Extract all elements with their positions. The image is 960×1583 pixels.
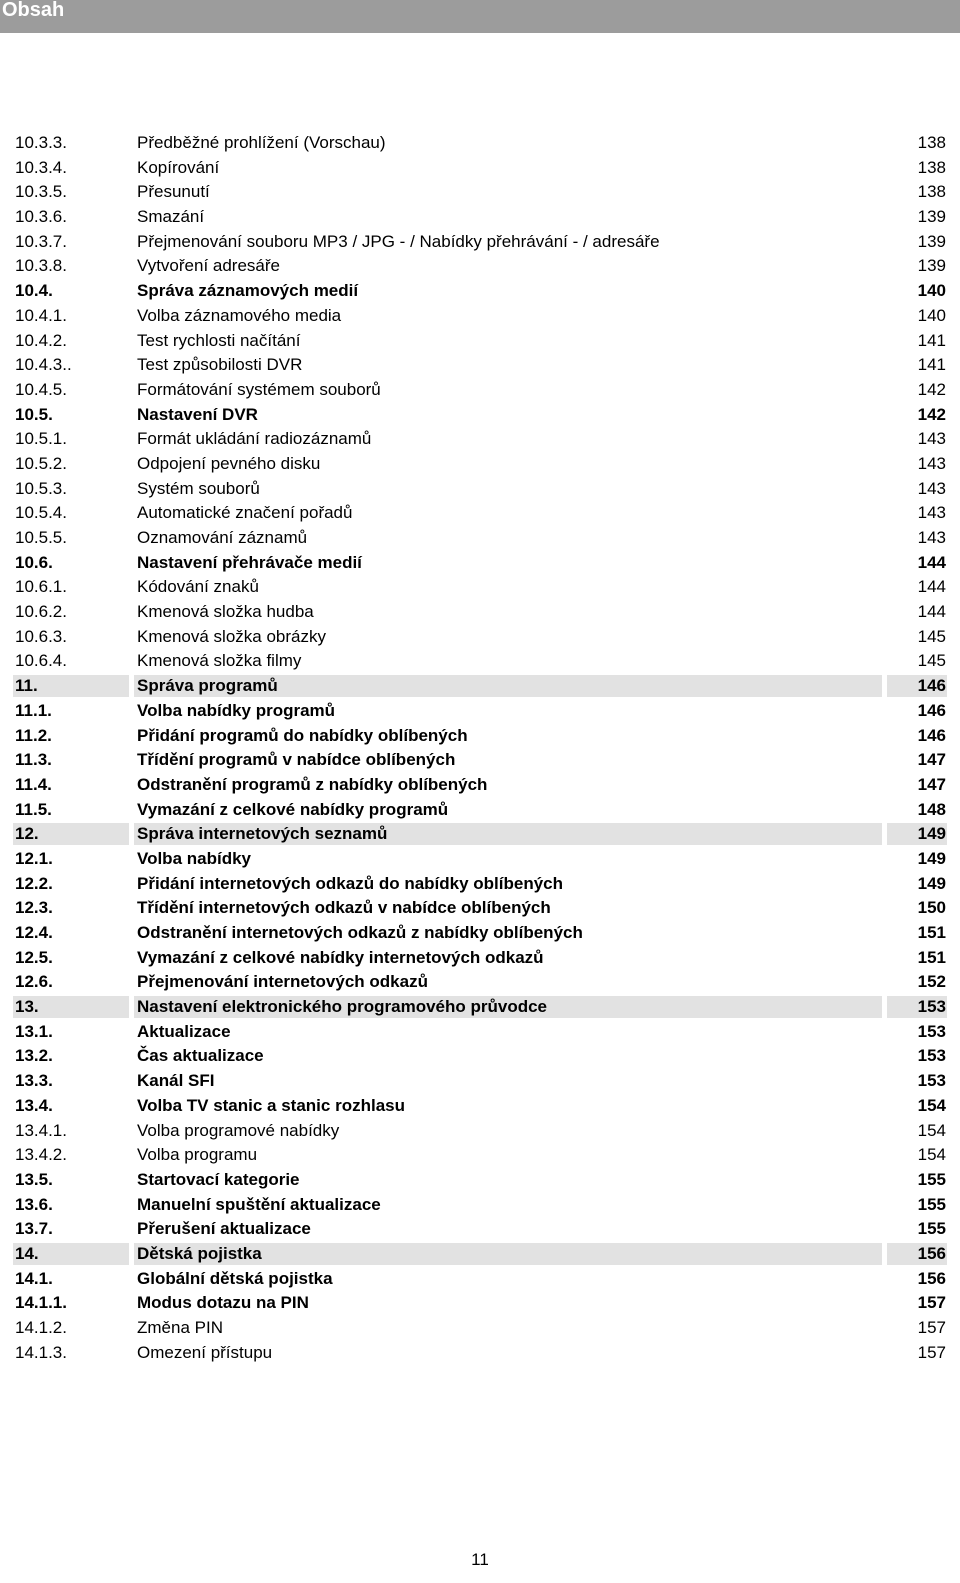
toc-row[interactable] [0,230,960,255]
toc-entry-title[interactable]: Systém souborů [137,478,260,498]
toc-entry-number: 10.5.2. [15,453,67,473]
toc-entry-page: 153 [917,997,946,1017]
toc-row[interactable] [0,748,960,773]
toc-entry-number: 10.6.4. [15,651,67,671]
toc-entry-number: 13.5. [15,1169,53,1189]
toc-entry-number: 14.1.3. [15,1342,67,1362]
toc-entry-number: 10.4.3.. [15,355,72,375]
toc-entry-page: 147 [917,774,946,794]
toc-entry-page: 142 [917,404,946,424]
toc-entry-number: 10.5.4. [15,503,67,523]
toc-entry-page: 154 [917,1095,946,1115]
toc-row[interactable] [0,970,960,995]
toc-entry-title[interactable]: Kmenová složka obrázky [137,626,326,646]
toc-entry-title[interactable]: Modus dotazu na PIN [137,1293,309,1313]
toc-entry-title[interactable]: Nastavení přehrávače medií [137,552,362,572]
toc-entry-page: 143 [917,429,946,449]
toc-entry-page: 145 [917,651,946,671]
toc-entry-number: 13.2. [15,1046,53,1066]
toc-entry-page: 142 [917,379,946,399]
toc-entry-page: 154 [917,1145,946,1165]
table-of-contents [0,131,960,1365]
toc-entry-page: 156 [917,1268,946,1288]
toc-row[interactable] [0,131,960,156]
toc-entry-title[interactable]: Správa programů [137,676,278,696]
toc-entry-number: 13.4.1. [15,1120,67,1140]
toc-entry-number: 12.3. [15,898,53,918]
toc-entry-title[interactable]: Předběžné prohlížení (Vorschau) [137,133,386,152]
toc-entry-page: 149 [917,824,946,844]
toc-entry-page: 155 [917,1169,946,1189]
toc-entry-title[interactable]: Vymazání z celkové nabídky internetových odkazů [137,947,544,967]
toc-chapter-row[interactable] [0,822,960,847]
toc-entry-number: 10.3.8. [15,256,67,276]
toc-entry-number: 10.6.1. [15,577,67,597]
toc-entry-number: 10.6.3. [15,626,67,646]
toc-entry-number: 10.6. [15,552,53,572]
toc-entry-number: 10.3.4. [15,157,67,177]
header-title: Obsah [2,0,65,21]
toc-entry-page: 144 [917,552,946,572]
toc-entry-page: 148 [917,799,946,819]
toc-entry-number: 10.3.7. [15,231,67,251]
toc-entry-page: 138 [917,182,946,202]
toc-chapter-row[interactable] [0,1242,960,1267]
toc-entry-title[interactable]: Vymazání z celkové nabídky programů [137,799,449,819]
toc-entry-page: 138 [917,157,946,177]
toc-row[interactable] [0,427,960,452]
toc-row[interactable] [0,378,960,403]
toc-row[interactable] [0,452,960,477]
toc-row[interactable] [0,304,960,329]
toc-entry-page: 144 [917,577,946,597]
toc-entry-page: 143 [917,453,946,473]
toc-entry-title[interactable]: Kopírování [137,157,220,177]
toc-row[interactable] [0,798,960,823]
toc-entry-title[interactable]: Volba nabídky programů [137,700,336,720]
toc-row[interactable] [0,649,960,674]
toc-entry-page: 157 [917,1342,946,1362]
toc-entry-number: 10.6.2. [15,602,67,622]
toc-entry-number: 11.3. [15,750,52,770]
toc-row[interactable] [0,896,960,921]
toc-entry-page: 143 [917,503,946,523]
toc-entry-title[interactable]: Kanál SFI [137,1071,215,1091]
page-header [0,0,960,33]
toc-entry-number: 10.3.6. [15,207,67,227]
toc-entry-title[interactable]: Čas aktualizace [137,1046,264,1066]
toc-row[interactable] [0,156,960,181]
toc-entry-number: 12.5. [15,947,53,967]
toc-entry-page: 150 [917,898,946,918]
toc-row[interactable] [0,501,960,526]
toc-entry-page: 138 [917,133,946,152]
toc-entry-page: 145 [917,626,946,646]
toc-entry-number: 14.1.2. [15,1318,67,1337]
toc-entry-title[interactable]: Třídění programů v nabídce oblíbených [137,750,456,770]
toc-entry-title[interactable]: Volba záznamového media [137,305,342,325]
toc-entry-page: 144 [917,602,946,622]
toc-entry-page: 139 [917,207,946,227]
toc-row[interactable] [0,1069,960,1094]
toc-row[interactable] [0,1341,960,1366]
toc-entry-page: 141 [917,330,946,350]
toc-entry-page: 151 [917,923,946,942]
toc-entry-number: 12.4. [15,923,53,942]
toc-row[interactable] [0,625,960,650]
toc-entry-title[interactable]: Třídění internetových odkazů v nabídce oblíbených [137,898,551,918]
toc-entry-number: 13.1. [15,1021,53,1041]
toc-row[interactable] [0,180,960,205]
toc-row[interactable] [0,279,960,304]
toc-entry-page: 157 [917,1293,946,1313]
toc-entry-title[interactable]: Odpojení pevného disku [137,453,321,473]
toc-entry-page: 153 [917,1021,946,1041]
toc-row[interactable] [0,946,960,971]
toc-entry-title[interactable]: Test rychlosti načítání [137,330,301,350]
toc-entry-title[interactable]: Správa záznamových medií [137,281,359,301]
toc-entry-page: 147 [917,750,946,770]
toc-entry-number: 10.5.3. [15,478,67,498]
toc-entry-number: 12. [15,824,39,844]
toc-entry-number: 11.4. [15,774,52,794]
toc-entry-title[interactable]: Nastavení elektronického programového průvodce [137,997,548,1017]
toc-entry-number: 13.7. [15,1219,53,1239]
toc-entry-title[interactable]: Odstranění programů z nabídky oblíbených [137,774,488,794]
toc-entry-number: 10.5.1. [15,429,67,449]
toc-entry-title[interactable]: Startovací kategorie [137,1169,300,1189]
toc-entry-number: 13.6. [15,1194,53,1214]
toc-row[interactable] [0,1143,960,1168]
toc-row[interactable] [0,526,960,551]
toc-entry-number: 11.1. [15,700,52,720]
toc-chapter-row[interactable] [0,995,960,1020]
page-number: 11 [471,1550,489,1569]
toc-chapter-row[interactable] [0,674,960,699]
toc-row[interactable] [0,1267,960,1292]
toc-row[interactable] [0,1094,960,1119]
toc-entry-title[interactable]: Kmenová složka hudba [137,602,314,622]
toc-entry-number: 12.2. [15,873,53,893]
toc-entry-page: 153 [917,1071,946,1091]
toc-row[interactable] [0,403,960,428]
toc-entry-title[interactable]: Volba programové nabídky [137,1120,340,1140]
toc-row[interactable] [0,847,960,872]
toc-entry-title[interactable]: Změna PIN [137,1318,223,1337]
toc-entry-page: 156 [917,1243,946,1263]
toc-entry-title[interactable]: Volba programu [137,1145,258,1165]
toc-entry-title[interactable]: Přidání programů do nabídky oblíbených [137,725,468,745]
toc-row[interactable] [0,699,960,724]
toc-row[interactable] [0,353,960,378]
toc-entry-page: 140 [917,305,946,325]
toc-entry-number: 10.5.5. [15,528,67,547]
toc-row[interactable] [0,1217,960,1242]
toc-entry-page: 143 [917,478,946,498]
toc-entry-title[interactable]: Manuelní spuštění aktualizace [137,1194,381,1214]
toc-entry-number: 13.4.2. [15,1145,67,1165]
toc-entry-title[interactable]: Oznamování záznamů [137,528,308,547]
toc-entry-title[interactable]: Automatické značení pořadů [137,503,353,523]
toc-entry-title[interactable]: Omezení přístupu [137,1342,273,1362]
toc-entry-page: 143 [917,528,946,547]
toc-entry-title[interactable]: Formát ukládání radiozáznamů [137,429,372,449]
toc-entry-page: 152 [917,972,946,992]
toc-row[interactable] [0,575,960,600]
toc-entry-number: 10.5. [15,404,53,424]
toc-row[interactable] [0,329,960,354]
toc-entry-page: 153 [917,1046,946,1066]
toc-row[interactable] [0,1020,960,1045]
toc-entry-title[interactable]: Správa internetových seznamů [137,824,388,844]
toc-entry-number: 10.4.5. [15,379,67,399]
toc-row[interactable] [0,477,960,502]
toc-entry-number: 10.4.1. [15,305,67,325]
toc-entry-page: 155 [917,1194,946,1214]
toc-entry-page: 141 [917,355,946,375]
toc-row[interactable] [0,1193,960,1218]
toc-entry-title[interactable]: Nastavení DVR [137,404,258,424]
toc-row[interactable] [0,1044,960,1069]
toc-entry-page: 155 [917,1219,946,1239]
toc-row[interactable] [0,600,960,625]
toc-entry-title[interactable]: Vytvoření adresáře [137,256,280,276]
toc-entry-page: 149 [917,873,946,893]
toc-row[interactable] [0,872,960,897]
toc-entry-number: 11.2. [15,725,52,745]
toc-entry-number: 12.1. [15,848,53,868]
toc-row[interactable] [0,773,960,798]
toc-entry-title[interactable]: Formátování systémem souborů [137,379,381,399]
toc-row[interactable] [0,254,960,279]
toc-entry-title[interactable]: Přesunutí [137,182,210,202]
toc-entry-title[interactable]: Kmenová složka filmy [137,651,302,671]
toc-row[interactable] [0,1168,960,1193]
toc-row[interactable] [0,921,960,946]
toc-entry-title[interactable]: Přidání internetových odkazů do nabídky oblíbených [137,873,564,893]
toc-entry-number: 12.6. [15,972,53,992]
toc-entry-number: 10.3.5. [15,182,67,202]
toc-row[interactable] [0,205,960,230]
toc-entry-number: 13.4. [15,1095,53,1115]
toc-entry-number: 10.4.2. [15,330,67,350]
toc-entry-number: 13.3. [15,1071,53,1091]
toc-entry-number: 13. [15,997,39,1017]
toc-entry-number: 14.1.1. [15,1293,67,1313]
toc-entry-page: 149 [917,848,946,868]
toc-entry-page: 154 [917,1120,946,1140]
toc-entry-title[interactable]: Aktualizace [137,1021,231,1041]
toc-entry-page: 140 [917,281,946,301]
toc-entry-title[interactable]: Smazání [137,207,205,227]
toc-entry-title[interactable]: Volba TV stanic a stanic rozhlasu [137,1095,405,1115]
toc-entry-page: 139 [917,231,946,251]
toc-entry-page: 146 [917,725,946,745]
toc-entry-number: 14. [15,1243,39,1263]
toc-entry-number: 11.5. [15,799,52,819]
toc-entry-title[interactable]: Globální dětská pojistka [137,1268,333,1288]
toc-row[interactable] [0,1291,960,1316]
toc-row[interactable] [0,1316,960,1341]
toc-entry-number: 10.4. [15,281,53,301]
toc-entry-title[interactable]: Přejmenování internetových odkazů [137,972,428,992]
toc-row[interactable] [0,1119,960,1144]
toc-entry-title[interactable]: Dětská pojistka [137,1243,262,1263]
toc-entry-title[interactable]: Test způsobilosti DVR [137,355,303,375]
toc-entry-number: 14.1. [15,1268,53,1288]
toc-entry-number: 10.3.3. [15,133,67,152]
toc-entry-page: 151 [917,947,946,967]
toc-entry-title[interactable]: Přerušení aktualizace [137,1219,311,1239]
toc-row[interactable] [0,724,960,749]
toc-row[interactable] [0,551,960,576]
toc-entry-title[interactable]: Volba nabídky [137,848,251,868]
toc-entry-page: 139 [917,256,946,276]
toc-entry-page: 146 [917,676,946,696]
toc-entry-number: 11. [15,676,38,696]
toc-entry-page: 157 [917,1318,946,1337]
toc-entry-title[interactable]: Odstranění internetových odkazů z nabídky oblíbených [137,923,583,942]
toc-entry-title[interactable]: Přejmenování souboru MP3 / JPG - / Nabídky přehrávání - / adresáře [137,231,660,251]
toc-entry-page: 146 [917,700,946,720]
toc-entry-title[interactable]: Kódování znaků [137,577,259,597]
